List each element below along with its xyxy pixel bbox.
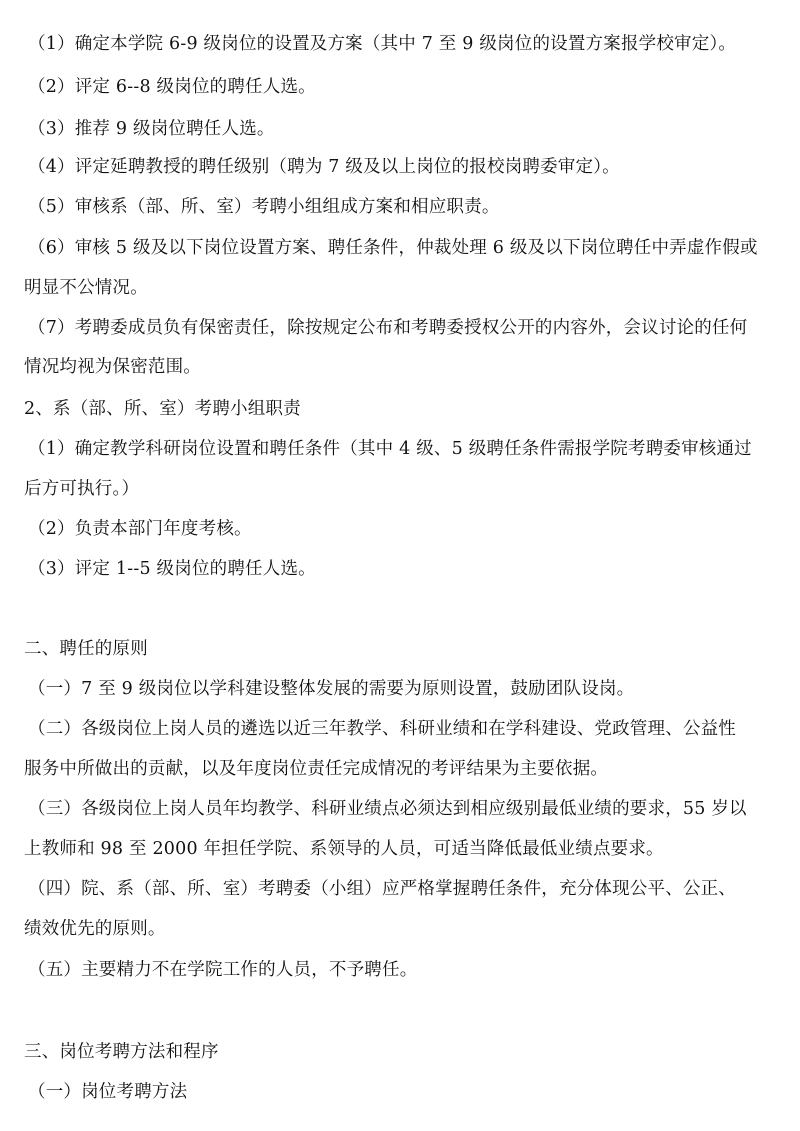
text-line: （4）评定延聘教授的聘任级别（聘为 7 级及以上岗位的报校岗聘委审定）。 (28, 157, 620, 177)
text-line: （5）审核系（部、所、室）考聘小组组成方案和相应职责。 (28, 197, 500, 217)
text-line: （3）评定 1--5 级岗位的聘任人选。 (28, 559, 316, 579)
text-line: 明显不公情况。 (24, 278, 148, 298)
text-line: 情况均视为保密范围。 (24, 357, 201, 377)
text-line: （2）负责本部门年度考核。 (28, 519, 252, 539)
section-heading: 二、聘任的原则 (24, 639, 148, 659)
text-line: （1）确定本学院 6-9 级岗位的设置及方案（其中 7 至 9 级岗位的设置方案报学校审定）。 (28, 34, 737, 54)
text-line: （7）考聘委成员负有保密责任，除按规定公布和考聘委授权公开的内容外，会议讨论的任何 (28, 318, 748, 338)
text-line: （2）评定 6--8 级岗位的聘任人选。 (28, 77, 316, 97)
text-line: （6）审核 5 级及以下岗位设置方案、聘任条件，仲裁处理 6 级及以下岗位聘任中弄虚作假或 (28, 238, 758, 258)
text-line: （一）7 至 9 级岗位以学科建设整体发展的需要为原则设置，鼓励团队设岗。 (28, 679, 635, 699)
text-line: （五）主要精力不在学院工作的人员，不予聘任。 (28, 960, 418, 980)
text-line: （二）各级岗位上岗人员的遴选以近三年教学、科研业绩和在学科建设、党政管理、公益性 (28, 719, 736, 739)
text-line: 服务中所做出的贡献，以及年度岗位责任完成情况的考评结果为主要依据。 (24, 759, 609, 779)
section-heading: 三、岗位考聘方法和程序 (24, 1042, 219, 1062)
text-line: （三）各级岗位上岗人员年均教学、科研业绩点必须达到相应级别最低业绩的要求，55 岁以 (28, 799, 747, 819)
section-heading: 2、系（部、所、室）考聘小组职责 (24, 399, 301, 419)
text-line: （3）推荐 9 级岗位聘任人选。 (28, 119, 275, 139)
text-line: 后方可执行。） (24, 479, 140, 499)
text-line: （四）院、系（部、所、室）考聘委（小组）应严格掌握聘任条件，充分体现公平、公正、 (28, 879, 736, 899)
text-line: 上教师和 98 至 2000 年担任学院、系领导的人员，可适当降低最低业绩点要求。 (24, 839, 664, 859)
text-line: （1）确定教学科研岗位设置和聘任条件（其中 4 级、5 级聘任条件需报学院考聘委审核通过 (28, 439, 752, 459)
text-line: （一）岗位考聘方法 (28, 1082, 188, 1102)
text-line: 绩效优先的原则。 (24, 919, 166, 939)
